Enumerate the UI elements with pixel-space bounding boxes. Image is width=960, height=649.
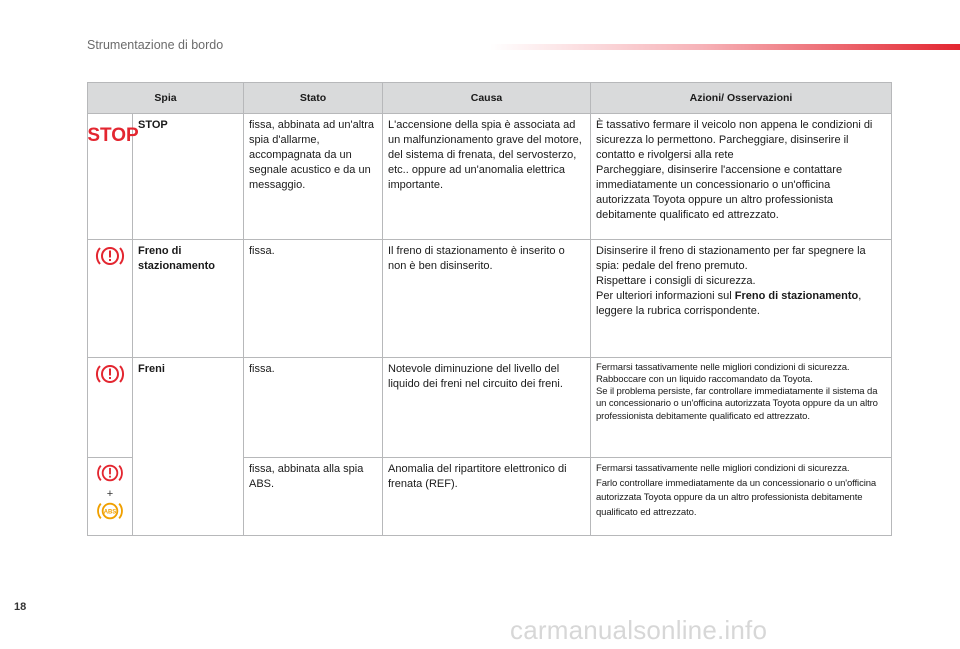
azioni-text: È tassativo fermare il veicolo non appena le condizioni di sicurezza lo permettono. Parcheggiare, disinserire il contatto e rivolgersi alla rete: [596, 119, 873, 161]
watermark: carmanualsonline.info: [510, 615, 768, 645]
plus-sign: +: [106, 487, 114, 500]
table-row: [88, 358, 892, 458]
rubrica-reference: Freno di stazionamento: [734, 289, 859, 302]
brake-warning-icon: [95, 362, 125, 386]
azioni-text: Farlo controllare immediatamente da un concessionario o un'officina autorizzata Toyota oppure da un altro professionista debitamente qualificato ed attrezzato.: [596, 477, 877, 519]
causa-text: Il freno di stazionamento è inserito o non è ben disinserito.: [383, 240, 591, 358]
spia-name: Freno di stazionamento: [133, 240, 244, 358]
abs-icon: [95, 500, 125, 522]
column-header-azioni: Azioni/ Osservazioni: [591, 83, 892, 114]
spia-name: Freni: [133, 358, 244, 536]
azioni-text: Disinserire il freno di stazionamento per far spegnere la spia: pedale del freno premuto.: [596, 245, 866, 272]
azioni-cell: [591, 114, 892, 240]
causa-text: L'accensione della spia è associata ad un malfunzionamento grave del motore, del sistema di frenata, del servosterzo, etc.. oppure ad un'anomalia elettrica importante.: [383, 114, 591, 240]
azioni-cell: [591, 358, 892, 458]
azioni-text-suffix: , leggere la rubrica corrispondente.: [596, 289, 862, 317]
azioni-text: [596, 289, 886, 319]
stato-text: fissa, abbinata ad un'altra spia d'allarme, accompagnata da un segnale acustico e da un messaggio.: [244, 114, 383, 240]
azioni-text: Fermarsi tassativamente nelle migliori condizioni di sicurezza.: [596, 463, 850, 474]
table-row: [88, 114, 892, 240]
causa-text: Notevole diminuzione del livello del liquido dei freni nel circuito dei freni.: [383, 358, 591, 458]
brake-warning-icon: [95, 462, 125, 484]
stato-text: fissa.: [244, 240, 383, 358]
azioni-text: Fermarsi tassativamente nelle migliori condizioni di sicurezza.: [596, 362, 850, 373]
warning-lights-table: [87, 82, 892, 536]
azioni-text: Rispettare i consigli di sicurezza.: [596, 274, 756, 287]
page-number: 18: [14, 601, 27, 613]
column-header-stato: Stato: [244, 83, 383, 114]
stato-text: fissa, abbinata alla spia ABS.: [244, 458, 383, 536]
parking-brake-warning-icon: [95, 244, 125, 268]
spia-name: STOP: [133, 114, 244, 240]
column-header-causa: Causa: [383, 83, 591, 114]
column-header-spia: Spia: [88, 83, 244, 114]
row-icon-cell: [87, 114, 139, 240]
section-title: Strumentazione di bordo: [87, 38, 224, 52]
azioni-text: Rabboccare con un liquido raccomandato da Toyota.: [596, 374, 813, 386]
stop-icon: [87, 124, 139, 146]
stop-icon-text: STOP: [87, 125, 139, 146]
causa-text: Anomalia del ripartitore elettronico di frenata (REF).: [383, 458, 591, 536]
abs-icon-text: ABS: [103, 509, 117, 516]
table-row: [88, 240, 892, 358]
table-header-row: [88, 83, 892, 114]
stato-text: fissa.: [244, 358, 383, 458]
azioni-text: Se il problema persiste, far controllare immediatamente il sistema da un concessionario o un'officina autorizzata Toyota oppure da un altro professionista debitamente qualificato ed attrezzato.: [596, 386, 878, 422]
row-icon-cell: [88, 240, 133, 358]
row-icon-cell: [88, 458, 133, 536]
header-accent-bar: [490, 44, 960, 50]
row-icon-cell: [88, 358, 133, 458]
azioni-cell: [591, 240, 892, 358]
azioni-cell: [591, 458, 892, 536]
azioni-text-prefix: Per ulteriori informazioni sul: [596, 289, 735, 302]
azioni-text: Parcheggiare, disinserire l'accensione e contattare immediatamente un concessionario o un'officina autorizzata Toyota oppure un altro professionista debitamente qualificato ed attrezzato.: [596, 163, 843, 221]
